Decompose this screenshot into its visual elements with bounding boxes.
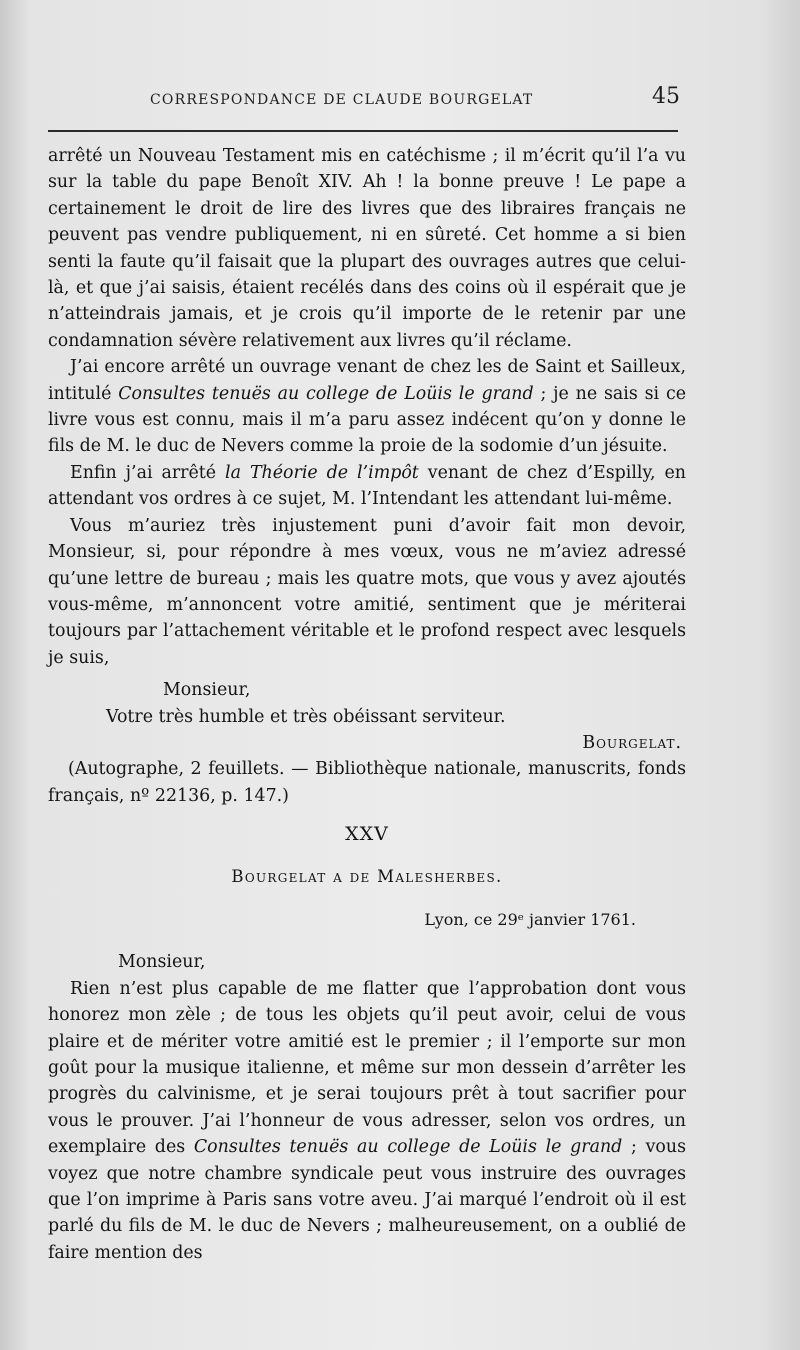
letter1-paragraph-2-text-b: ; je ne sais si ce livre vous est connu, mais il m’a paru assez indécent qu’on y donne le fils de M. le duc de Nevers comme la proie de la sodomie d’un jésuite.	[48, 383, 686, 457]
letter2-paragraph-1-text-a: Rien n’est plus capable de me flatter que l’approbation dont vous honorez mon zèle ; de tous les objets qu’il peut avoir, celui de vous plaire et de mériter votre amitié est le premier ; il l’emporte sur mon goût pour la musique italienne, et même sur mon dessein d’arrêter les progrès du calvinisme, et je serai toujours prêt à tout sacrifier pour vous le prouver. J’ai l’honneur de vous adresser, selon vos ordres, un exemplaire des	[48, 978, 686, 1158]
page-header	[150, 84, 680, 120]
letter2-salutation: Monsieur,	[118, 952, 206, 973]
letter1-paragraph-1: arrêté un Nouveau Testament mis en catéchisme ; il m’écrit qu’il l’a vu sur la table du pape Benoît XIV. Ah ! la bonne preuve ! Le pape a certainement le droit de lire des livres que des libraires français ne peuvent pas vendre publiquement, ni en sûreté. Cet homme a si bien senti la faute qu’il faisait que la plupart des ouvrages autres que celui-là, et que j’ai saisis, étaient recélés dans des coins où il espérait que je n’atteindrais jamais, et je crois qu’il importe de le retenir par une condamnation sévère relativement aux livres qu’il réclame.	[48, 146, 686, 351]
letter1-salutation: Monsieur,	[163, 680, 251, 701]
letter2-number: XXV	[345, 823, 389, 846]
letter2-paragraph-1-text-b: ; vous voyez que notre chambre syndicale peut vous instruire des ouvrages que l’on imprime à Paris sans votre aveu. J’ai marqué l’endroit où il est parlé du fils de M. le duc de Nevers ; malheureusement, on a oublié de faire mention des	[48, 1137, 686, 1263]
letter1-paragraph-4: Vous m’auriez très injustement puni d’avoir fait mon devoir, Monsieur, si, pour répondre à mes vœux, vous ne m’aviez adressé qu’une lettre de bureau ; mais les quatre mots, que vous y avez ajoutés vous-même, m’annoncent votre amitié, sentiment que je mériterai toujours par l’attachement véritable et le profond respect avec lesquels je suis,	[48, 515, 686, 668]
letter1-paragraph-3-book-title: la Théorie de l’impôt	[225, 462, 419, 483]
running-head: CORRESPONDANCE DE CLAUDE BOURGELAT	[150, 92, 534, 108]
letter1-paragraph-3	[48, 460, 686, 513]
page-body	[48, 143, 686, 1266]
letter1-paragraph-2-book-title: Consultes tenuës au college de Loüis le grand	[118, 383, 534, 404]
letter1-paragraph-3-text-b: venant de chez d’Espilly, en attendant vos ordres à ce sujet, M. l’Intendant les attendant lui-même.	[48, 462, 686, 510]
letter1-closing: Votre très humble et très obéissant serviteur.	[106, 706, 506, 727]
letter2-place-date: Lyon, ce 29ᵉ janvier 1761.	[424, 909, 636, 929]
letter1-paragraph-2	[48, 354, 686, 460]
letter1-paragraph-3-text-a: Enfin j’ai arrêté	[70, 462, 217, 483]
letter1-paragraph-2-text-a: J’ai encore arrêté un ouvrage venant de chez les de Saint et Sailleux, intitulé	[48, 357, 686, 404]
header-rule	[48, 130, 678, 132]
letter1-signature: Bourgelat.	[582, 732, 682, 753]
letter2-paragraph-1	[48, 976, 686, 1266]
letter1-source-note: (Autographe, 2 feuillets. — Bibliothèque nationale, manuscrits, fonds français, nº 22136, p. 147.)	[48, 759, 686, 806]
page-number: 45	[652, 84, 680, 109]
letter2-title: Bourgelat a de Malesherbes.	[231, 867, 503, 887]
letter2-paragraph-1-book-title: Consultes tenuës au college de Loüis le grand	[193, 1137, 623, 1158]
